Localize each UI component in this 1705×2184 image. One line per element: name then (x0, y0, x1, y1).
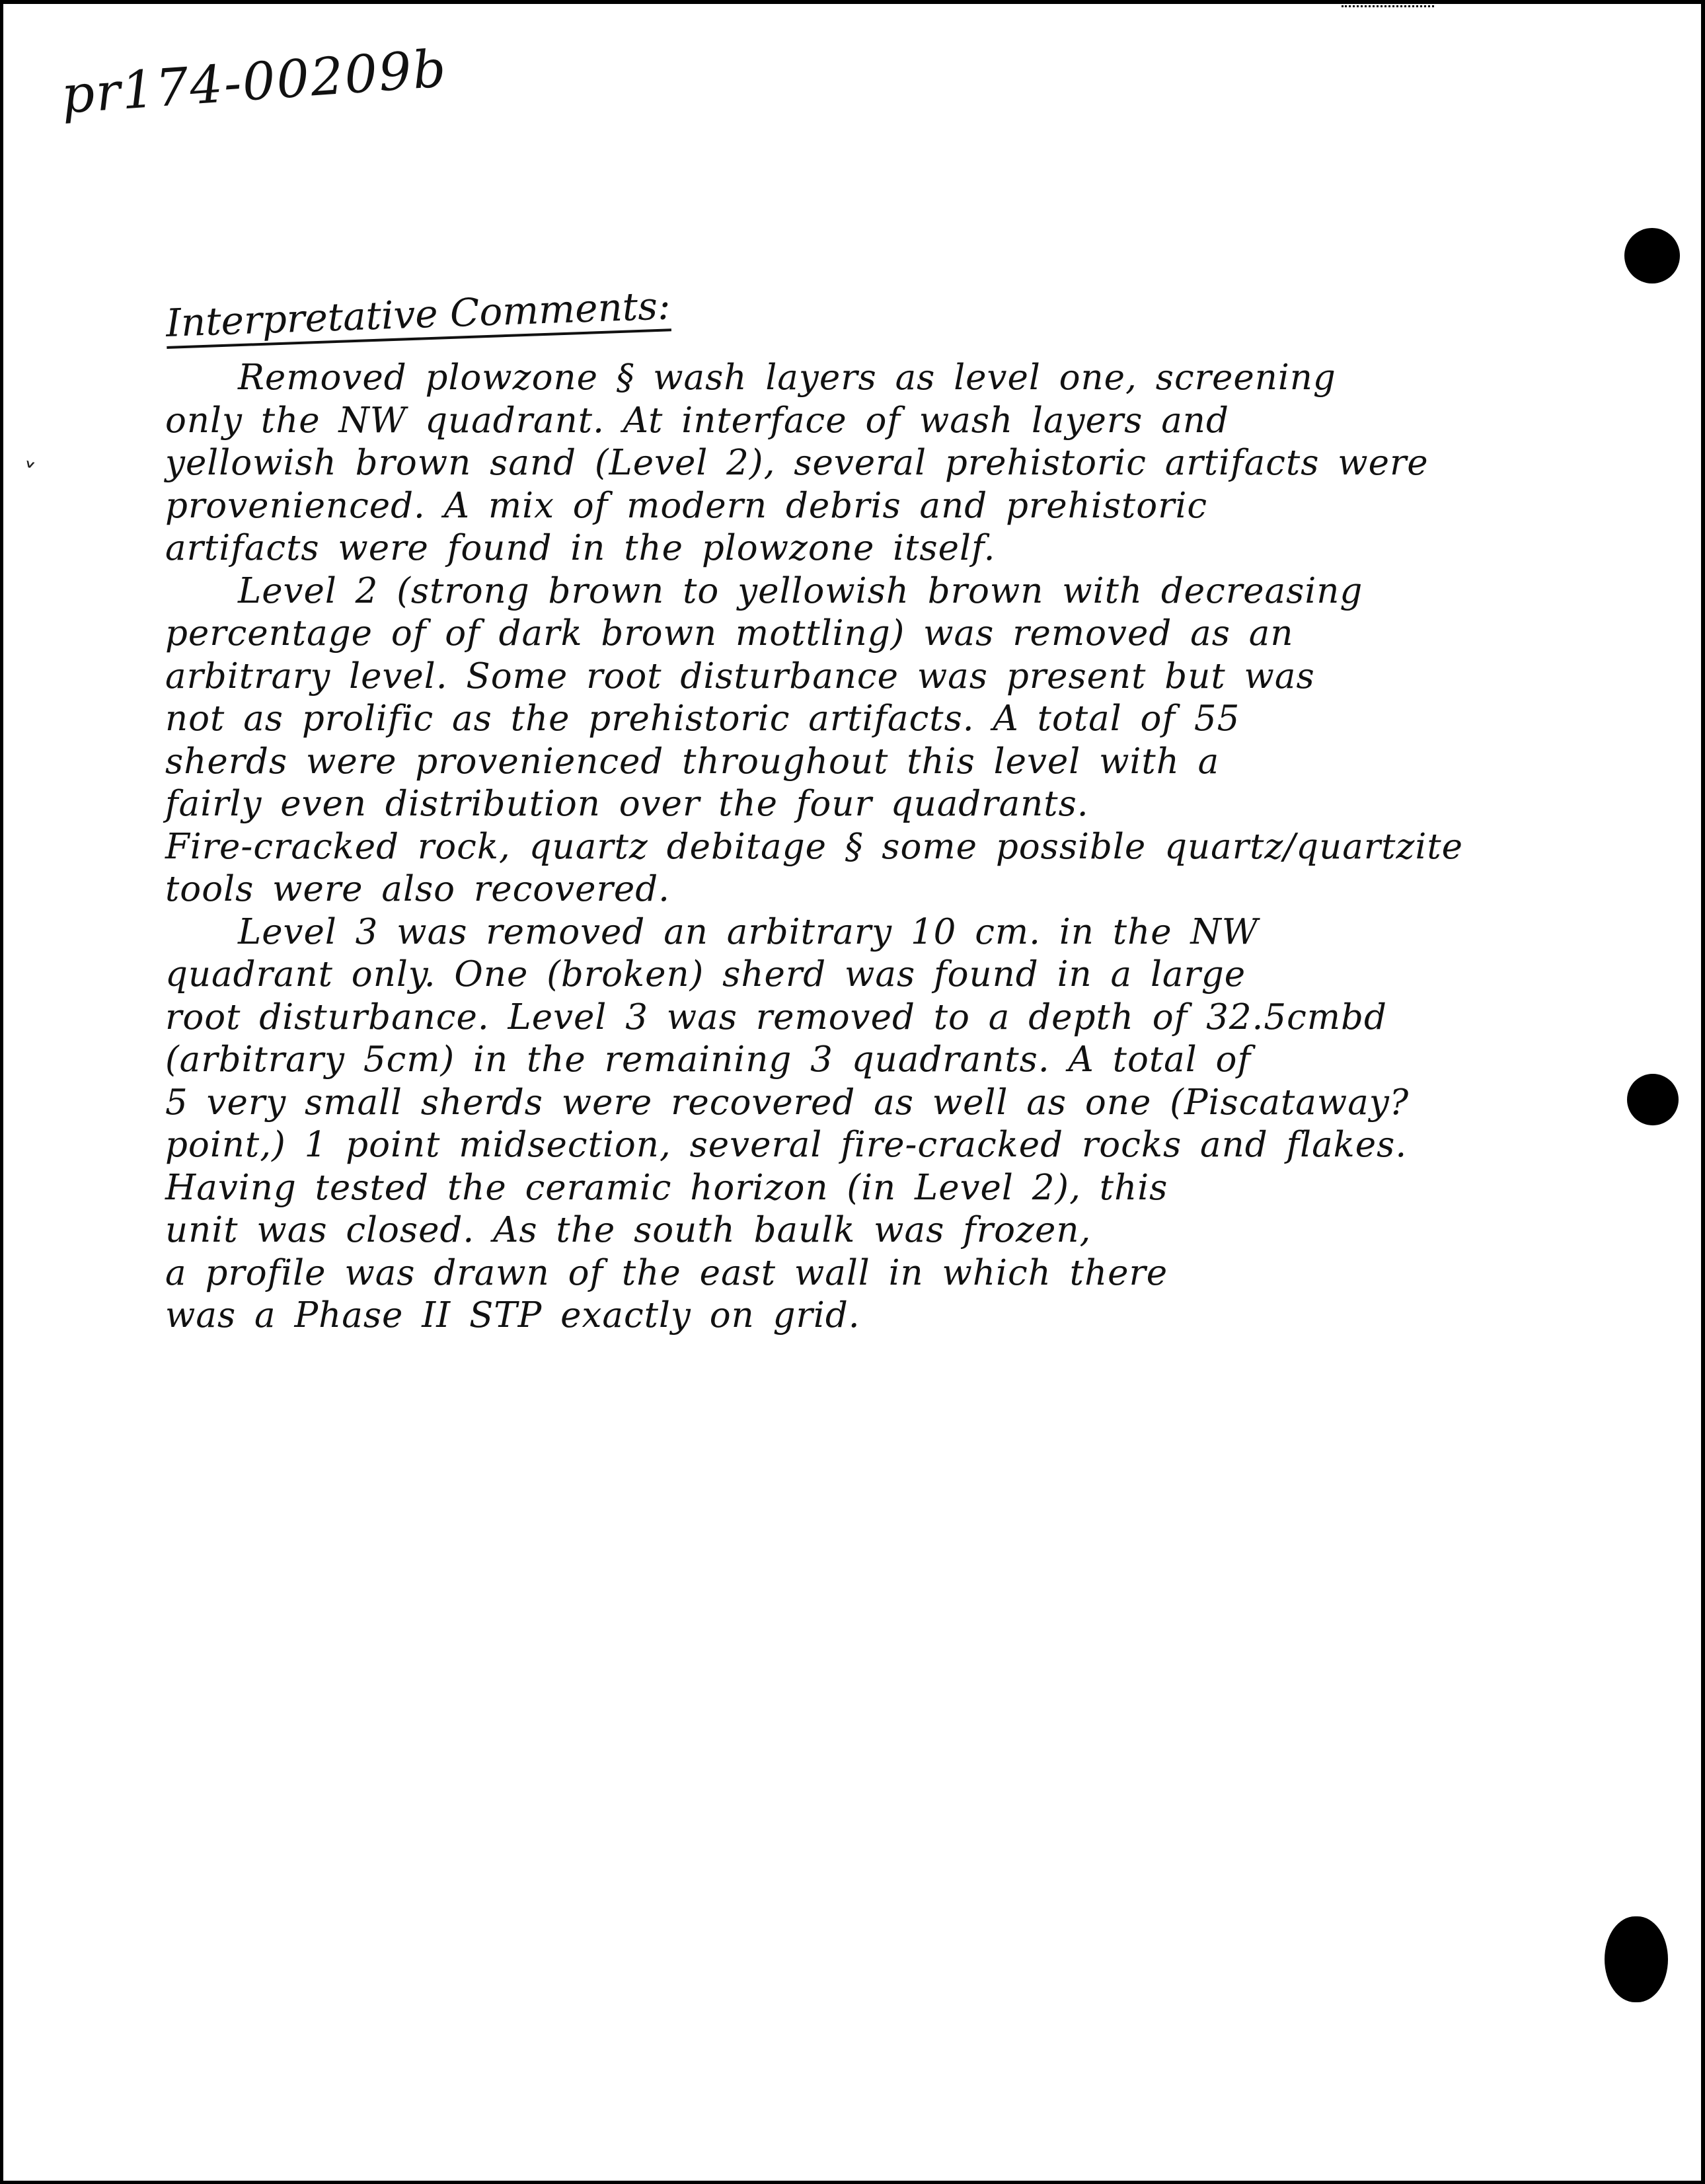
text-line: root disturbance. Level 3 was removed to a depth of 32.5cmbd (165, 997, 1387, 1037)
handwritten-body (165, 357, 1606, 1337)
text-line: unit was closed. As the south baulk was frozen, (165, 1210, 1092, 1250)
text-line: point,) 1 point midsection, several fire-cracked rocks and flakes. (165, 1125, 1408, 1165)
text-line: 5 very small sherds were recovered as well as one (Piscataway? (165, 1082, 1410, 1123)
text-line: artifacts were found in the plowzone itself. (165, 528, 996, 568)
text-line: Removed plowzone § wash layers as level one, screening (238, 358, 1336, 398)
text-line: not as prolific as the prehistoric artifacts. A total of 55 (165, 698, 1240, 739)
scan-top-mark (1342, 0, 1434, 7)
scan-bottom-border (0, 2181, 1705, 2184)
text-line: Having tested the ceramic horizon (in Level 2), this (165, 1167, 1168, 1208)
text-line: only the NW quadrant. At interface of wash layers and (165, 400, 1229, 441)
text-line: a profile was drawn of the east wall in which there (165, 1252, 1168, 1293)
scan-right-border (1701, 0, 1705, 2184)
text-line: (arbitrary 5cm) in the remaining 3 quadrants. A total of (165, 1039, 1252, 1080)
text-line: quadrant only. One (broken) sherd was found in a large (165, 954, 1246, 995)
text-line: tools were also recovered. (165, 869, 670, 909)
text-line: sherds were provenienced throughout this level with a (165, 741, 1220, 782)
section-heading: Interpretative Comments: (165, 285, 671, 348)
text-line: provenienced. A mix of modern debris and prehistoric (165, 485, 1208, 526)
text-line: percentage of of dark brown mottling) was removed as an (165, 613, 1294, 654)
punch-hole-middle (1627, 1074, 1679, 1125)
text-line: Fire-cracked rock, quartz debitage § some possible quartz/quartzite (165, 826, 1463, 867)
scan-left-border (0, 0, 3, 2184)
punch-hole-top (1624, 228, 1680, 283)
punch-hole-bottom (1605, 1916, 1668, 2002)
margin-tick-mark: ˬ (22, 436, 44, 469)
document-id: pr174-00209b (59, 39, 449, 126)
text-line: fairly even distribution over the four quadrants. (165, 784, 1089, 824)
text-line: Level 2 (strong brown to yellowish brown with decreasing (238, 570, 1363, 611)
scan-top-border (0, 0, 1705, 4)
text-line: was a Phase II STP exactly on grid. (165, 1295, 860, 1336)
text-line: Level 3 was removed an arbitrary 10 cm. in the NW (238, 911, 1259, 952)
text-line: yellowish brown sand (Level 2), several prehistoric artifacts were (165, 443, 1429, 483)
text-line: arbitrary level. Some root disturbance was present but was (165, 656, 1315, 697)
